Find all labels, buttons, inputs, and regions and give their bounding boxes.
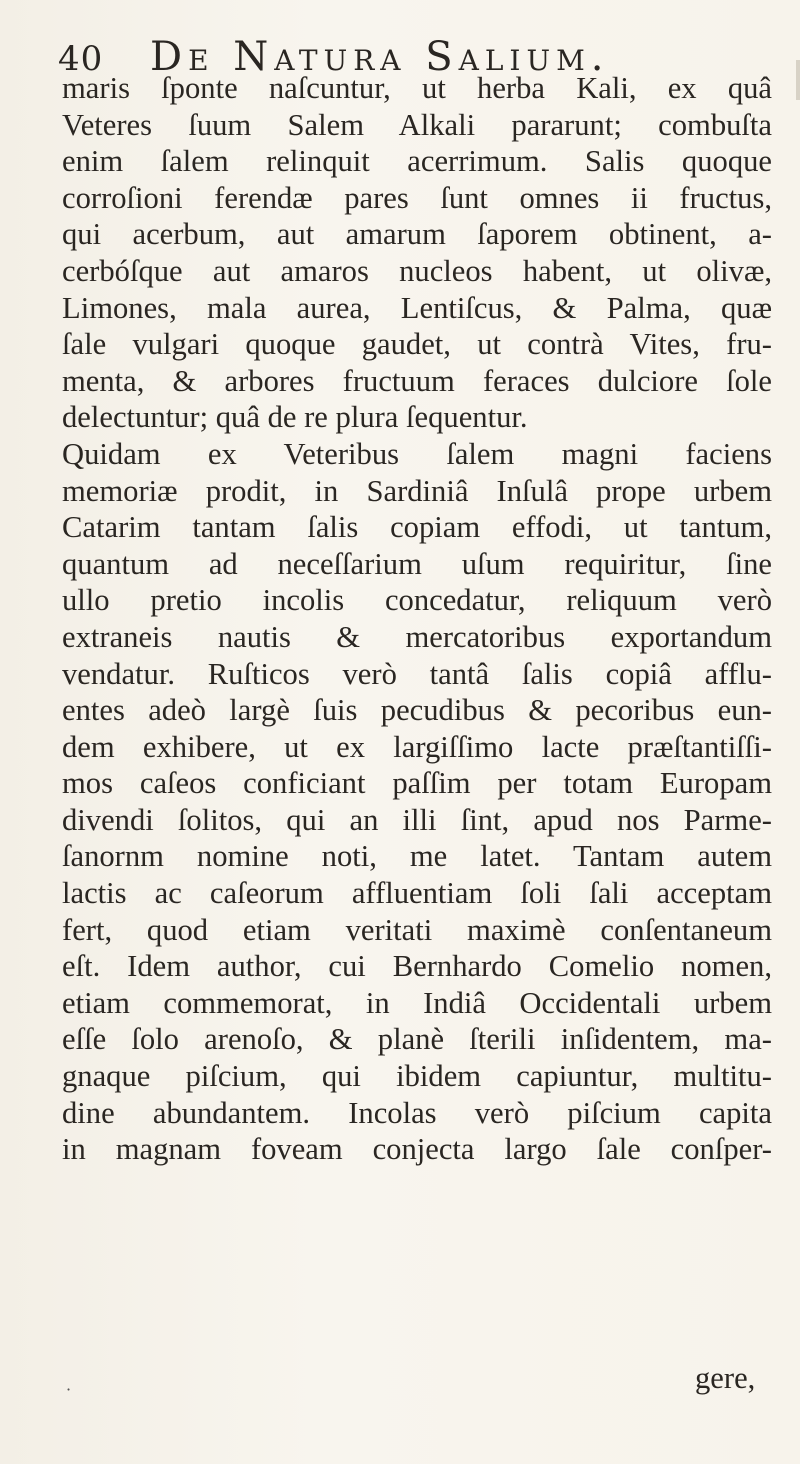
catchword: gere, <box>695 1361 756 1395</box>
text-line: delectuntur; quâ de re plura ſequentur. <box>62 400 528 435</box>
text-line: dem exhibere, ut ex largiſſimo lacte præſtantiſſi- <box>62 729 772 764</box>
text-line: maris ſponte naſcuntur, ut herba Kali, ex quâ <box>62 71 772 105</box>
page-number: 40 <box>58 39 104 79</box>
text-line: in magnam foveam conjecta largo ſale conſper- <box>62 1132 772 1167</box>
text-line: Catarim tantam ſalis copiam effodi, ut tantum, <box>62 510 772 545</box>
text-line: etiam commemorat, in Indiâ Occidentali urbem <box>62 985 772 1020</box>
text-line: enim ſalem relinquit acerrimum. Salis quoque <box>62 144 772 179</box>
text-line: eſſe ſolo arenoſo, & planè ſterili inſidentem, ma- <box>62 1022 772 1057</box>
text-line: corroſioni ferendæ pares ſunt omnes ii fructus, <box>62 180 772 215</box>
running-title: De Natura Salium. <box>150 34 610 80</box>
text-line: vendatur. Ruſticos verò tantâ ſalis copiâ afflu- <box>62 656 772 691</box>
text-line: extraneis nautis & mercatoribus exportandum <box>62 619 772 654</box>
text-line: qui acerbum, aut amarum ſaporem obtinent, a- <box>62 217 772 252</box>
text-line: divendi ſolitos, qui an illi ſint, apud nos Parme- <box>62 802 772 837</box>
text-line: menta, & arbores fructuum feraces dulciore ſole <box>62 363 772 398</box>
text-line: ſale vulgari quoque gaudet, ut contrà Vites, fru- <box>62 327 772 362</box>
text-line: Limones, mala aurea, Lentiſcus, & Palma, quæ <box>62 290 772 325</box>
text-line: cerbóſque aut amaros nucleos habent, ut olivæ, <box>62 253 772 288</box>
text-line: gnaque piſcium, qui ibidem capiuntur, multitu- <box>62 1059 772 1094</box>
text-line: eſt. Idem author, cui Bernhardo Comelio nomen, <box>62 949 772 984</box>
signature-mark: · <box>66 1380 72 1399</box>
text-line: Veteres ſuum Salem Alkali pararunt; combuſta <box>62 107 772 142</box>
text-line: dine abundantem. Incolas verò piſcium capita <box>62 1095 772 1130</box>
text-line: quantum ad neceſſarium uſum requiritur, ſine <box>62 546 772 581</box>
page-edge <box>796 60 800 100</box>
text-line: ullo pretio incolis concedatur, reliquum verò <box>62 583 772 618</box>
text-line: ſanornm nomine noti, me latet. Tantam autem <box>62 839 772 874</box>
text-line: Quidam ex Veteribus ſalem magni faciens <box>62 436 772 471</box>
text-line: lactis ac caſeorum affluentiam ſoli ſali acceptam <box>62 876 772 911</box>
text-line: mos caſeos conficiant paſſim per totam Europam <box>62 766 772 801</box>
text-line: entes adeò largè ſuis pecudibus & pecoribus eun- <box>62 693 772 728</box>
text-line: fert, quod etiam veritati maximè conſentaneum <box>62 912 772 947</box>
body-text <box>62 70 772 1168</box>
text-line: memoriæ prodit, in Sardiniâ Inſulâ prope urbem <box>62 473 772 508</box>
